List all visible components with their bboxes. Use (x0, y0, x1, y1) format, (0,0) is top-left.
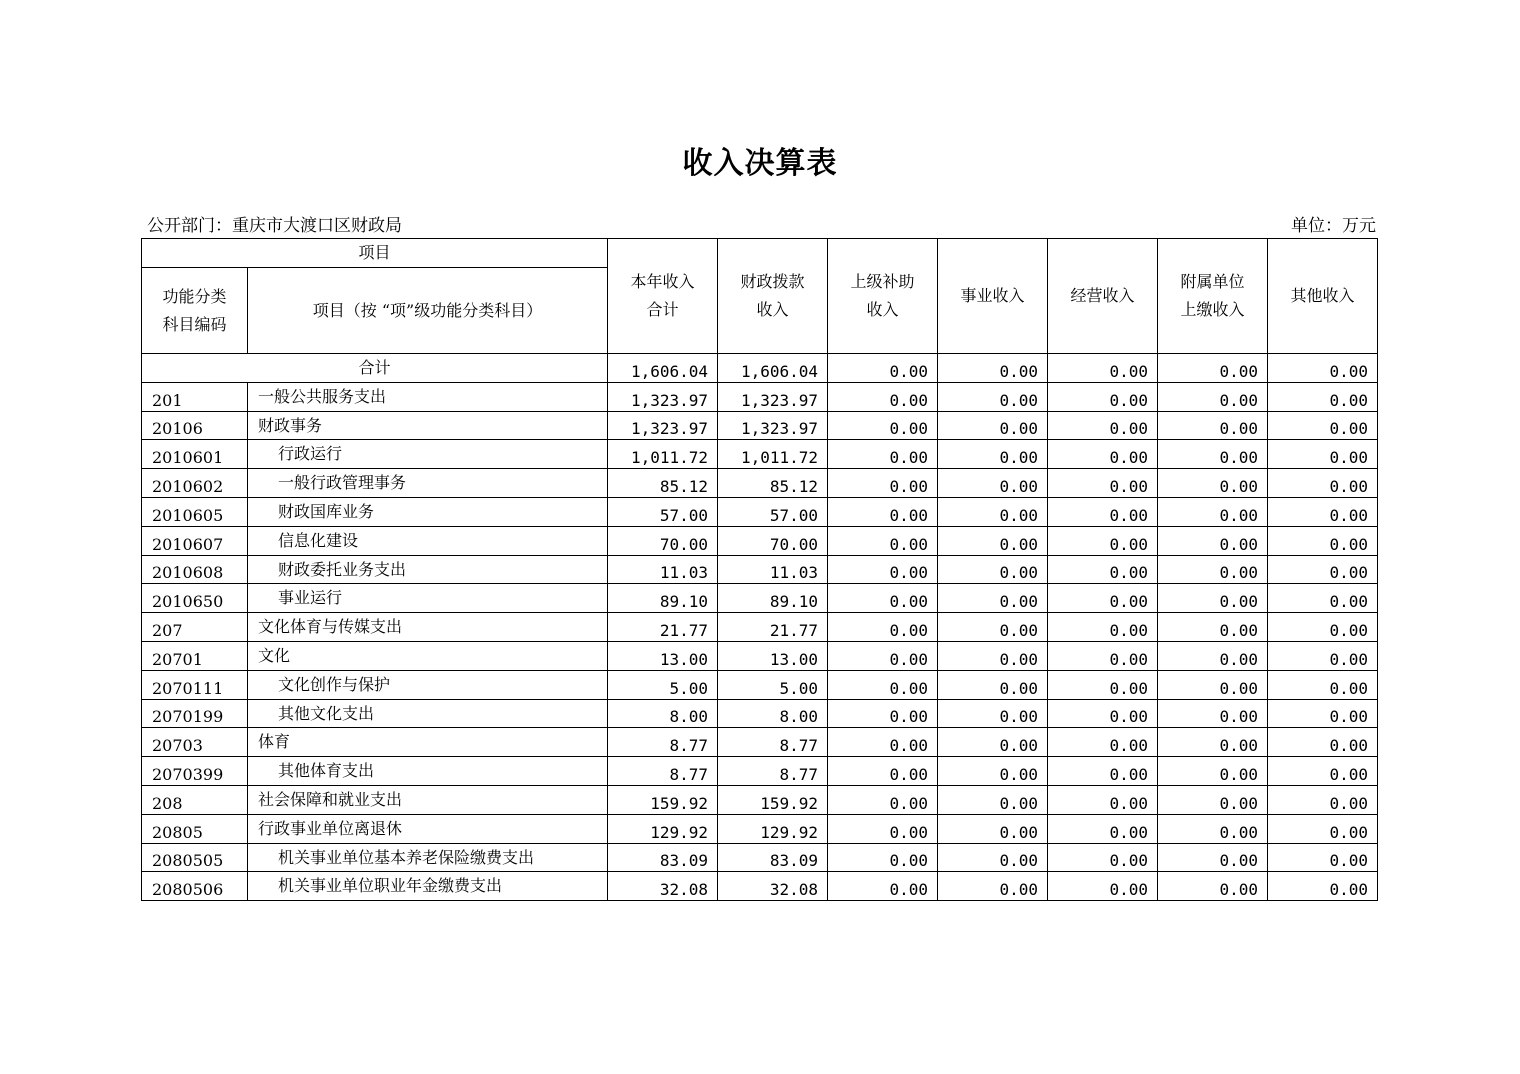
header-affiliated-income (1158, 239, 1268, 354)
value-cell: 0.00 (828, 641, 938, 670)
value-cell: 13.00 (718, 641, 828, 670)
value-cell: 0.00 (1048, 757, 1158, 786)
value-cell: 0.00 (938, 526, 1048, 555)
function-code-cell: 2070199 (142, 699, 248, 728)
value-cell: 0.00 (1158, 728, 1268, 757)
value-cell: 0.00 (1158, 872, 1268, 901)
total-cell: 0.00 (1158, 354, 1268, 383)
table-header (142, 239, 1378, 354)
value-cell: 0.00 (828, 699, 938, 728)
value-cell: 0.00 (1268, 613, 1378, 642)
value-cell: 0.00 (1268, 785, 1378, 814)
header-business-income: 事业收入 (938, 239, 1048, 354)
value-cell: 0.00 (1048, 440, 1158, 469)
value-cell: 0.00 (1048, 411, 1158, 440)
value-cell: 0.00 (1268, 814, 1378, 843)
value-cell: 0.00 (1158, 526, 1268, 555)
total-cell: 0.00 (938, 354, 1048, 383)
value-cell: 0.00 (1268, 699, 1378, 728)
value-cell: 0.00 (1048, 526, 1158, 555)
table-row (142, 411, 1378, 440)
project-name-cell: 一般公共服务支出 (248, 382, 608, 411)
table-row (142, 555, 1378, 584)
value-cell: 0.00 (1268, 469, 1378, 498)
value-cell: 0.00 (828, 728, 938, 757)
function-code-cell: 207 (142, 613, 248, 642)
value-cell: 8.00 (718, 699, 828, 728)
value-cell: 85.12 (718, 469, 828, 498)
value-cell: 0.00 (938, 814, 1048, 843)
value-cell: 83.09 (718, 843, 828, 872)
function-code-cell: 2080505 (142, 843, 248, 872)
value-cell: 0.00 (1268, 411, 1378, 440)
value-cell: 1,323.97 (608, 382, 718, 411)
value-cell: 0.00 (1048, 497, 1158, 526)
value-cell: 0.00 (1158, 757, 1268, 786)
project-name-cell: 其他文化支出 (248, 699, 608, 728)
value-cell: 89.10 (718, 584, 828, 613)
value-cell: 129.92 (608, 814, 718, 843)
value-cell: 0.00 (938, 872, 1048, 901)
value-cell: 21.77 (608, 613, 718, 642)
project-name-cell: 信息化建设 (248, 526, 608, 555)
project-name-cell: 文化创作与保护 (248, 670, 608, 699)
value-cell: 0.00 (1158, 555, 1268, 584)
value-cell: 0.00 (1048, 872, 1158, 901)
total-cell: 0.00 (1048, 354, 1158, 383)
total-cell: 0.00 (828, 354, 938, 383)
value-cell: 0.00 (1268, 440, 1378, 469)
table-row (142, 670, 1378, 699)
value-cell: 0.00 (1048, 670, 1158, 699)
value-cell: 0.00 (828, 785, 938, 814)
value-cell: 0.00 (1158, 843, 1268, 872)
header-project-name: 项目（按 “项”级功能分类科目） (248, 268, 608, 354)
value-cell: 0.00 (938, 469, 1048, 498)
total-cell: 1,606.04 (718, 354, 828, 383)
function-code-cell: 2010602 (142, 469, 248, 498)
value-cell: 0.00 (938, 670, 1048, 699)
value-cell: 8.77 (718, 757, 828, 786)
value-cell: 0.00 (1158, 469, 1268, 498)
header-fiscal-line1: 财政拨款 (740, 272, 805, 291)
project-name-cell: 体育 (248, 728, 608, 757)
table-row (142, 641, 1378, 670)
value-cell: 0.00 (828, 526, 938, 555)
value-cell: 0.00 (1268, 843, 1378, 872)
value-cell: 0.00 (1048, 555, 1158, 584)
project-name-cell: 财政国库业务 (248, 497, 608, 526)
table-row (142, 469, 1378, 498)
value-cell: 0.00 (1268, 382, 1378, 411)
project-name-cell: 其他体育支出 (248, 757, 608, 786)
value-cell: 0.00 (938, 497, 1048, 526)
table-row (142, 785, 1378, 814)
value-cell: 0.00 (828, 613, 938, 642)
function-code-cell: 2070399 (142, 757, 248, 786)
income-table (141, 238, 1378, 901)
project-name-cell: 行政事业单位离退休 (248, 814, 608, 843)
function-code-cell: 20805 (142, 814, 248, 843)
value-cell: 57.00 (718, 497, 828, 526)
header-total-line2: 合计 (646, 300, 679, 319)
header-other-income: 其他收入 (1268, 239, 1378, 354)
value-cell: 0.00 (938, 382, 1048, 411)
header-superior-line2: 收入 (866, 300, 899, 319)
value-cell: 0.00 (828, 814, 938, 843)
value-cell: 0.00 (828, 670, 938, 699)
value-cell: 0.00 (1048, 785, 1158, 814)
table-row (142, 440, 1378, 469)
value-cell: 70.00 (718, 526, 828, 555)
total-cell: 1,606.04 (608, 354, 718, 383)
function-code-cell: 20106 (142, 411, 248, 440)
value-cell: 0.00 (1158, 613, 1268, 642)
table-row (142, 613, 1378, 642)
header-fiscal-line2: 收入 (756, 300, 789, 319)
value-cell: 89.10 (608, 584, 718, 613)
header-project: 项目 (142, 239, 608, 268)
header-total-income (608, 239, 718, 354)
header-total-line1: 本年收入 (630, 272, 695, 291)
value-cell: 0.00 (1268, 497, 1378, 526)
table-row (142, 382, 1378, 411)
function-code-cell: 2010605 (142, 497, 248, 526)
value-cell: 0.00 (938, 757, 1048, 786)
value-cell: 0.00 (1158, 670, 1268, 699)
function-code-cell: 2010608 (142, 555, 248, 584)
value-cell: 0.00 (828, 497, 938, 526)
value-cell: 0.00 (1048, 814, 1158, 843)
unit-label: 单位：万元 (1291, 216, 1376, 236)
value-cell: 21.77 (718, 613, 828, 642)
table-row (142, 872, 1378, 901)
value-cell: 0.00 (828, 382, 938, 411)
value-cell: 0.00 (1158, 440, 1268, 469)
value-cell: 0.00 (1158, 382, 1268, 411)
value-cell: 0.00 (1048, 843, 1158, 872)
value-cell: 0.00 (828, 843, 938, 872)
value-cell: 0.00 (828, 584, 938, 613)
header-affiliated-line1: 附属单位 (1180, 272, 1245, 291)
value-cell: 8.00 (608, 699, 718, 728)
value-cell: 159.92 (718, 785, 828, 814)
value-cell: 11.03 (608, 555, 718, 584)
table-row (142, 757, 1378, 786)
value-cell: 0.00 (938, 584, 1048, 613)
project-name-cell: 机关事业单位基本养老保险缴费支出 (248, 843, 608, 872)
value-cell: 0.00 (1048, 641, 1158, 670)
function-code-cell: 208 (142, 785, 248, 814)
header-fiscal-income (718, 239, 828, 354)
function-code-cell: 2080506 (142, 872, 248, 901)
value-cell: 85.12 (608, 469, 718, 498)
function-code-cell: 201 (142, 382, 248, 411)
header-superior-line1: 上级补助 (850, 272, 915, 291)
value-cell: 0.00 (1158, 497, 1268, 526)
header-code-line2: 科目编码 (162, 314, 227, 334)
value-cell: 0.00 (1158, 584, 1268, 613)
value-cell: 0.00 (1048, 469, 1158, 498)
value-cell: 57.00 (608, 497, 718, 526)
header-code-line1: 功能分类 (162, 286, 227, 306)
function-code-cell: 2010607 (142, 526, 248, 555)
function-code-cell: 20701 (142, 641, 248, 670)
value-cell: 159.92 (608, 785, 718, 814)
value-cell: 0.00 (938, 843, 1048, 872)
value-cell: 0.00 (1158, 411, 1268, 440)
header-superior-income (828, 239, 938, 354)
value-cell: 0.00 (1268, 526, 1378, 555)
department-label: 公开部门：重庆市大渡口区财政局 (147, 216, 402, 236)
value-cell: 8.77 (608, 757, 718, 786)
value-cell: 32.08 (718, 872, 828, 901)
value-cell: 0.00 (1268, 757, 1378, 786)
project-name-cell: 社会保障和就业支出 (248, 785, 608, 814)
value-cell: 0.00 (1048, 382, 1158, 411)
table-row (142, 843, 1378, 872)
function-code-cell: 20703 (142, 728, 248, 757)
value-cell: 0.00 (1268, 872, 1378, 901)
value-cell: 0.00 (828, 872, 938, 901)
value-cell: 1,323.97 (608, 411, 718, 440)
project-name-cell: 一般行政管理事务 (248, 469, 608, 498)
value-cell: 0.00 (938, 785, 1048, 814)
value-cell: 0.00 (828, 440, 938, 469)
table-row (142, 728, 1378, 757)
value-cell: 0.00 (828, 757, 938, 786)
value-cell: 1,011.72 (608, 440, 718, 469)
project-name-cell: 文化体育与传媒支出 (248, 613, 608, 642)
total-label: 合计 (142, 354, 608, 383)
function-code-cell: 2010601 (142, 440, 248, 469)
value-cell: 0.00 (1158, 699, 1268, 728)
project-name-cell: 财政委托业务支出 (248, 555, 608, 584)
table-row (142, 497, 1378, 526)
header-affiliated-line2: 上缴收入 (1180, 300, 1245, 319)
value-cell: 0.00 (938, 699, 1048, 728)
value-cell: 32.08 (608, 872, 718, 901)
header-function-code (142, 268, 248, 354)
value-cell: 129.92 (718, 814, 828, 843)
value-cell: 0.00 (1158, 641, 1268, 670)
value-cell: 0.00 (1268, 728, 1378, 757)
value-cell: 5.00 (608, 670, 718, 699)
value-cell: 0.00 (938, 613, 1048, 642)
header-operating-income: 经营收入 (1048, 239, 1158, 354)
value-cell: 0.00 (938, 728, 1048, 757)
value-cell: 0.00 (1048, 699, 1158, 728)
value-cell: 0.00 (938, 555, 1048, 584)
value-cell: 1,011.72 (718, 440, 828, 469)
page-title: 收入决算表 (682, 146, 838, 181)
value-cell: 1,323.97 (718, 411, 828, 440)
value-cell: 8.77 (608, 728, 718, 757)
value-cell: 0.00 (828, 555, 938, 584)
project-name-cell: 文化 (248, 641, 608, 670)
function-code-cell: 2070111 (142, 670, 248, 699)
value-cell: 5.00 (718, 670, 828, 699)
table-row (142, 584, 1378, 613)
value-cell: 0.00 (1158, 814, 1268, 843)
value-cell: 0.00 (1048, 728, 1158, 757)
value-cell: 0.00 (938, 440, 1048, 469)
project-name-cell: 事业运行 (248, 584, 608, 613)
value-cell: 0.00 (938, 411, 1048, 440)
value-cell: 0.00 (1268, 670, 1378, 699)
total-row (142, 354, 1378, 383)
value-cell: 8.77 (718, 728, 828, 757)
value-cell: 0.00 (1158, 785, 1268, 814)
value-cell: 0.00 (1048, 584, 1158, 613)
project-name-cell: 机关事业单位职业年金缴费支出 (248, 872, 608, 901)
value-cell: 0.00 (1268, 584, 1378, 613)
table-row (142, 526, 1378, 555)
value-cell: 11.03 (718, 555, 828, 584)
value-cell: 0.00 (1048, 613, 1158, 642)
value-cell: 0.00 (828, 411, 938, 440)
table-body (142, 354, 1378, 901)
value-cell: 70.00 (608, 526, 718, 555)
value-cell: 0.00 (828, 469, 938, 498)
table-row (142, 699, 1378, 728)
project-name-cell: 行政运行 (248, 440, 608, 469)
value-cell: 0.00 (1268, 641, 1378, 670)
value-cell: 83.09 (608, 843, 718, 872)
function-code-cell: 2010650 (142, 584, 248, 613)
value-cell: 0.00 (938, 641, 1048, 670)
table-row (142, 814, 1378, 843)
value-cell: 0.00 (1268, 555, 1378, 584)
project-name-cell: 财政事务 (248, 411, 608, 440)
total-cell: 0.00 (1268, 354, 1378, 383)
value-cell: 13.00 (608, 641, 718, 670)
value-cell: 1,323.97 (718, 382, 828, 411)
